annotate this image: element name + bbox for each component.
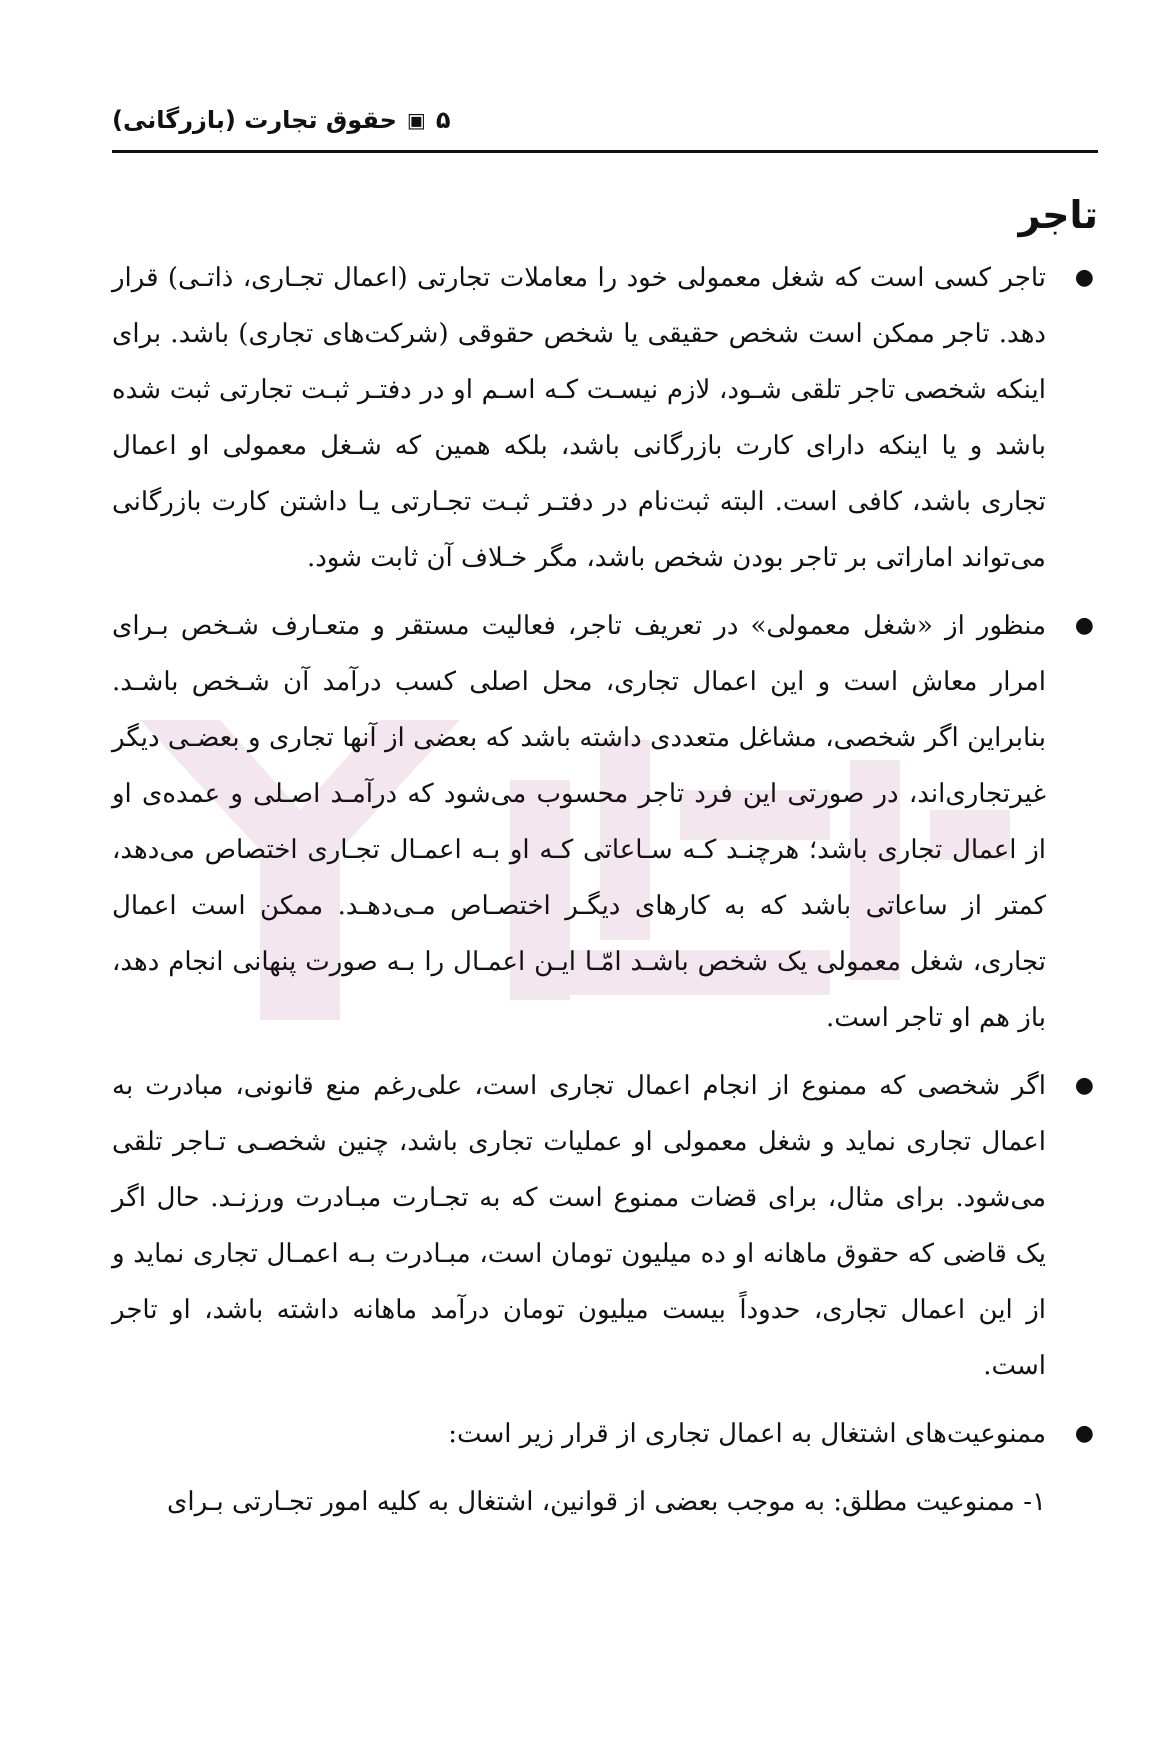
paragraph-text: تاجر کسی است که شغل معمولی خود را معاملات تجارتی (اعمال تجـاری، ذاتـی) قرار دهد. تاجر ممکن است شخص حقیقی یا شخص حقوقی (شرکت‌های تجاری) باشد. برای اینکه شخصی تاجر تلقی شـود، لازم نیسـت کـه اسـم او در دفتـر ثبـت تجارتی ثبت شده باشد و یا اینکه دارای کارت بازرگانی باشد، بلکه همین که شـغل معمولی او اعمال تجاری باشد، کافی است. البته ثبت‌نام در دفتـر ثبـت تجـارتی یـا داشتن کارت بازرگانی می‌تواند اماراتی بر تاجر بودن شخص باشد، مگر خـلاف آن ثابت شود. (112, 263, 1046, 573)
body-text (112, 250, 1098, 1530)
numbered-subitem: ۱- ممنوعیت مطلق: به موجب بعضی از قوانین، اشتغال به کلیه امور تجـارتی بـرای (167, 1487, 1046, 1517)
page-number: ۵ (435, 106, 451, 134)
bullet-list (112, 250, 1098, 1462)
bullet-icon: ● (1074, 1073, 1094, 1098)
paragraph-text: منظور از «شغل معمولی» در تعریف تاجر، فعالیت مستقر و متعـارف شـخص بـرای امرار معاش است و این اعمال تجاری، محل اصلی کسب درآمد آن شـخص باشـد. بنابراین اگر شخصی، مشاغل متعددی داشته باشد که بعضی از آنها تجاری و بعضـی دیگر غیرتجاری‌اند، در صورتی این فرد تاجر محسوب می‌شود که درآمـد اصـلی و عمده‌ی او از اعمال تجاری باشد؛ هرچنـد کـه سـاعاتی کـه او بـه اعمـال تجـاری اختصاص می‌دهد، کمتر از ساعاتی باشد که به کارهای دیگـر اختصـاص مـی‌دهـد. ممکن است اعمال تجاری، شغل معمولی یک شخص باشـد امّـا ایـن اعمـال را بـه صورت پنهانی انجام دهد، باز هم او تاجر است. (112, 611, 1046, 1033)
bullet-icon: ● (1074, 265, 1094, 290)
bullet-icon: ● (1074, 613, 1094, 638)
list-item (112, 250, 1098, 586)
list-item (112, 1058, 1098, 1394)
section-title: تاجر (1018, 193, 1098, 237)
paragraph-text: ممنوعیت‌های اشتغال به اعمال تجاری از قرار زیر است: (448, 1419, 1046, 1449)
square-ornament-icon: ▣ (406, 108, 426, 132)
list-item (112, 598, 1098, 1046)
list-item (112, 1406, 1098, 1462)
bullet-icon: ● (1074, 1421, 1094, 1446)
running-title: حقوق تجارت (بازرگانی) (112, 106, 397, 134)
running-header (112, 98, 1098, 142)
header-rule (112, 150, 1098, 153)
paragraph-text: اگر شخصی که ممنوع از انجام اعمال تجاری است، علی‌رغم منع قانونی، مبادرت به اعمال تجاری نماید و شغل معمولی او عملیات تجاری باشد، چنین شخصـی تـاجر تلقی می‌شود. برای مثال، برای قضات ممنوع است که به تجـارت مبـادرت ورزنـد. حال اگر یک قاضی که حقوق ماهانه او ده میلیون تومان است، مبـادرت بـه اعمـال تجاری نماید و از این اعمال تجاری، حدوداً بیست میلیون تومان درآمد ماهانه داشته باشد، او تاجر است. (112, 1071, 1046, 1381)
